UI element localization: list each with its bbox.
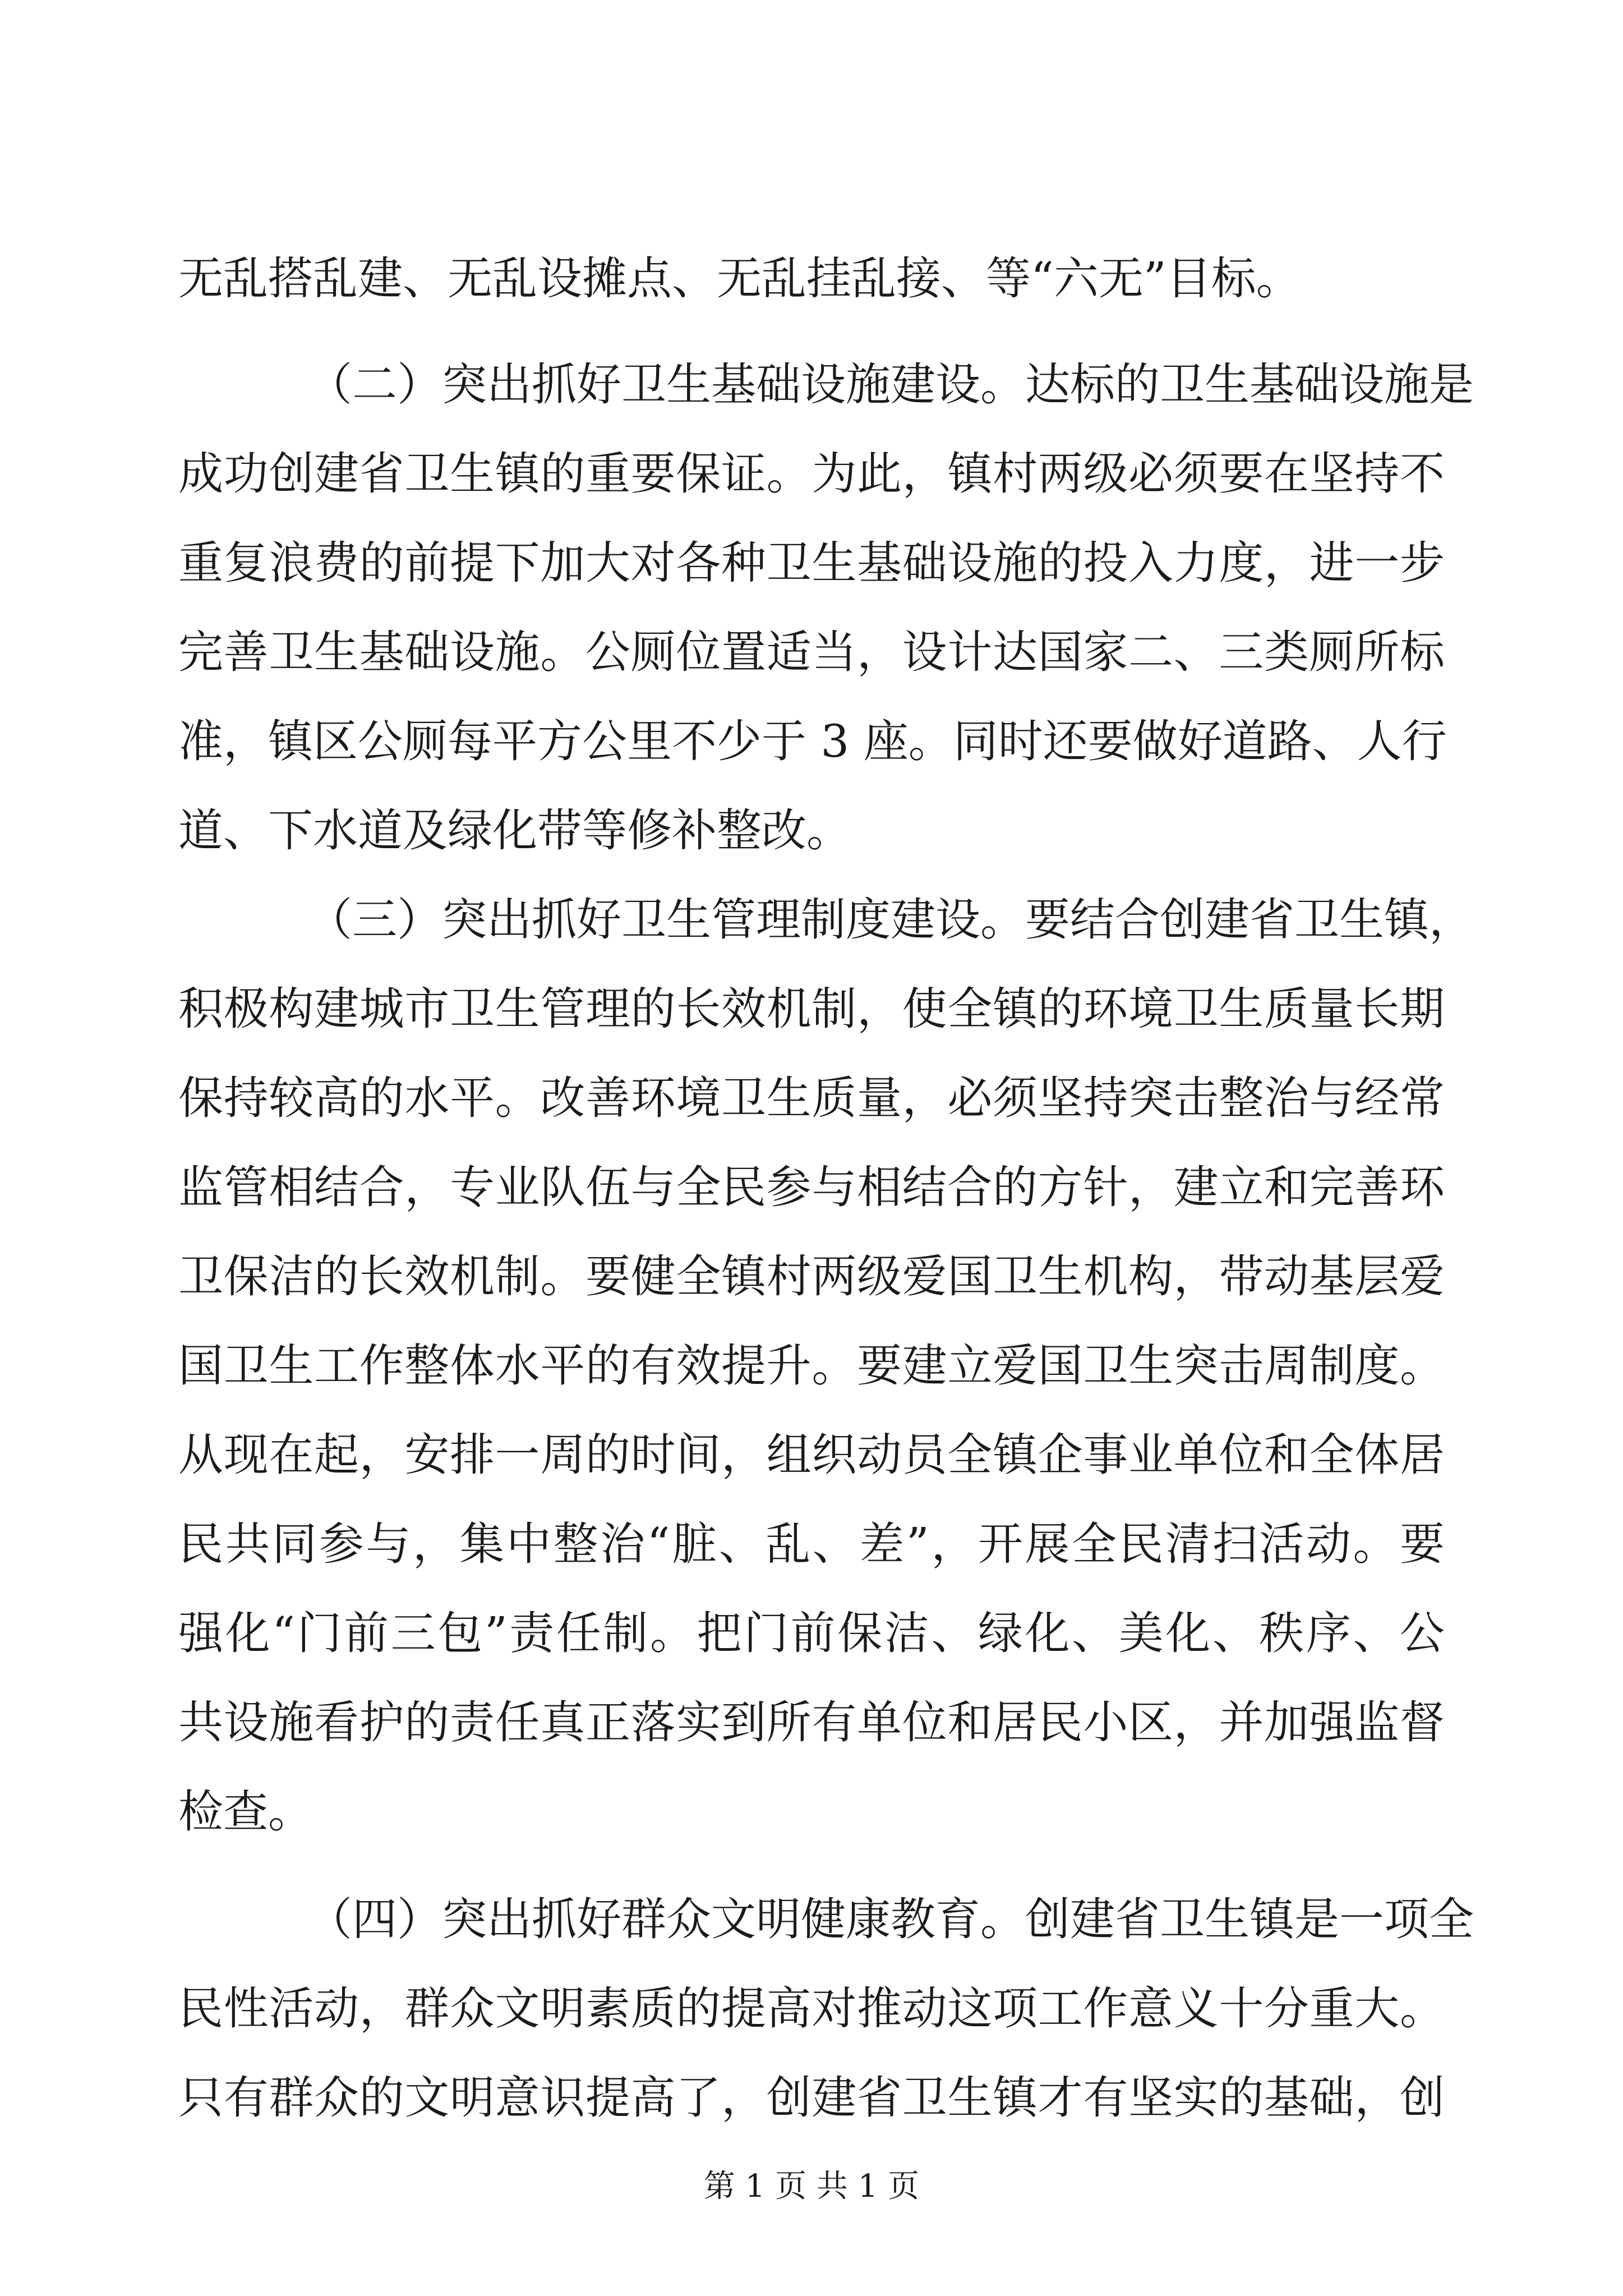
page-number-footer: 第 1 页 共 1 页 (703, 2168, 920, 2205)
text-line: 民共同参与，集中整治“脏、乱、差”，开展全民清扫活动。要 (178, 1518, 1445, 1570)
text-line: 卫保洁的长效机制。要健全镇村两级爱国卫生机构，带动基层爱 (178, 1250, 1445, 1303)
text-line: 成功创建省卫生镇的重要保证。为此，镇村两级必须要在坚持不 (178, 448, 1445, 500)
text-line: 积极构建城市卫生管理的长效机制，使全镇的环境卫生质量长期 (178, 983, 1445, 1035)
paragraph-heading-line: （三）突出抓好卫生管理制度建设。要结合创建省卫生镇， (307, 894, 1474, 946)
text-line: 监管相结合，专业队伍与全民参与相结合的方针，建立和完善环 (178, 1161, 1445, 1213)
text-line: 民性活动，群众文明素质的提高对推动这项工作意义十分重大。 (178, 1982, 1445, 2035)
text-line: 保持较高的水平。改善环境卫生质量，必须坚持突击整治与经常 (178, 1072, 1445, 1124)
paragraph-heading-line: （四）突出抓好群众文明健康教育。创建省卫生镇是一项全 (307, 1893, 1474, 1945)
text-line: 强化“门前三包”责任制。把门前保洁、绿化、美化、秩序、公 (178, 1607, 1445, 1659)
text-line: 准，镇区公厕每平方公里不少于 3 座。同时还要做好道路、人行 (178, 715, 1447, 767)
text-line: 无乱搭乱建、无乱设摊点、无乱挂乱接、等“六无”目标。 (178, 252, 1301, 305)
text-line: 完善卫生基础设施。公厕位置适当，设计达国家二、三类厕所标 (178, 626, 1445, 678)
paragraph-heading-line: （二）突出抓好卫生基础设施建设。达标的卫生基础设施是 (307, 358, 1474, 411)
text-line: 重复浪费的前提下加大对各种卫生基础设施的投入力度，进一步 (178, 537, 1445, 589)
text-line: 检查。 (178, 1786, 313, 1838)
text-line: 从现在起，安排一周的时间，组织动员全镇企事业单位和全体居 (178, 1429, 1445, 1481)
text-line: 国卫生工作整体水平的有效提升。要建立爱国卫生突击周制度。 (178, 1340, 1445, 1392)
text-line: 只有群众的文明意识提高了，创建省卫生镇才有坚实的基础，创 (178, 2072, 1445, 2124)
text-line: 共设施看护的责任真正落实到所有单位和居民小区，并加强监督 (178, 1696, 1445, 1749)
text-line: 道、下水道及绿化带等修补整改。 (178, 804, 851, 857)
